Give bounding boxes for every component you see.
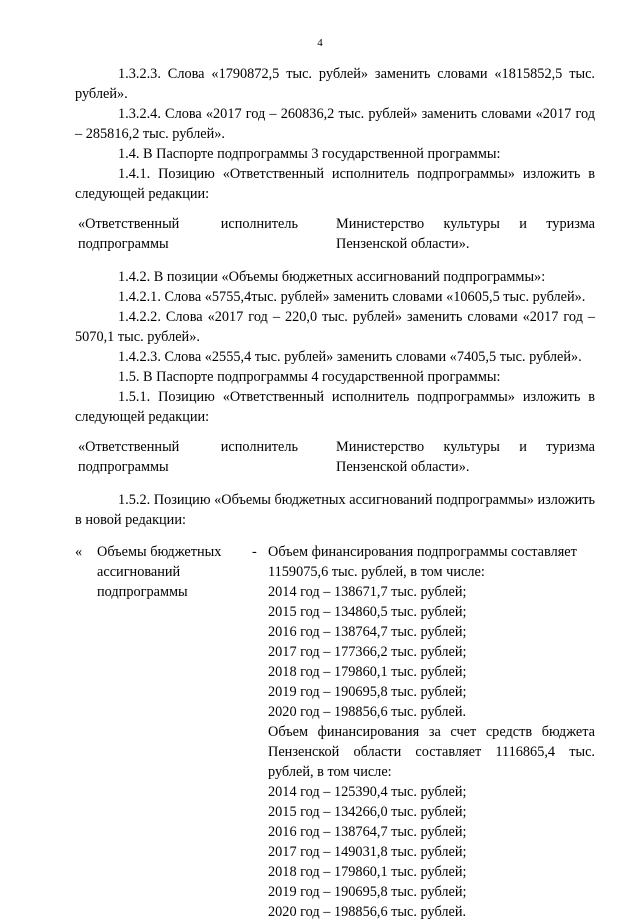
paragraph: 1.5.2. Позицию «Объемы бюджетных ассигнований подпрограммы» изложить в новой редакции: bbox=[75, 492, 595, 528]
opening-quote: « bbox=[75, 544, 83, 560]
paragraph: 1.4.2.1. Слова «5755,4тыс. рублей» заменить словами «10605,5 тыс. рублей». bbox=[118, 289, 586, 305]
paragraph: 1.4.2. В позиции «Объемы бюджетных ассигнований подпрограммы»: bbox=[118, 269, 546, 285]
funding-line: 2014 год – 138671,7 тыс. рублей; bbox=[268, 584, 467, 600]
table-left-cell: «Ответственный исполнитель подпрограммы bbox=[78, 216, 298, 252]
paragraph: 1.4. В Паспорте подпрограммы 3 государственной программы: bbox=[118, 146, 501, 162]
funding-line: 2020 год – 198856,6 тыс. рублей. bbox=[268, 904, 467, 920]
funding-line: 2016 год – 138764,7 тыс. рублей; bbox=[268, 624, 467, 640]
volumes-label: Объемы бюджетных ассигнований подпрограммы bbox=[97, 544, 222, 600]
table-right-cell: Министерство культуры и туризма Пензенской области». bbox=[336, 216, 595, 252]
volumes-text bbox=[268, 542, 595, 922]
paragraph: 1.4.2.3. Слова «2555,4 тыс. рублей» заменить словами «7405,5 тыс. рублей». bbox=[118, 349, 582, 365]
table-right-cell: Министерство культуры и туризма Пензенской области». bbox=[336, 439, 595, 475]
paragraph: 1.3.2.3. Слова «1790872,5 тыс. рублей» заменить словами «1815852,5 тыс. рублей». bbox=[75, 66, 595, 102]
page-number: 4 bbox=[317, 37, 323, 49]
paragraph: 1.5.1. Позицию «Ответственный исполнитель подпрограммы» изложить в следующей редакции: bbox=[75, 389, 595, 425]
separator-dash: - bbox=[252, 544, 257, 560]
responsible-executor-table-1 bbox=[75, 214, 595, 254]
funding-line: 2019 год – 190695,8 тыс. рублей; bbox=[268, 884, 467, 900]
paragraph: 1.4.2.2. Слова «2017 год – 220,0 тыс. рублей» заменить словами «2017 год – 5070,1 тыс. рублей». bbox=[75, 309, 595, 345]
funding-line: 2017 год – 149031,8 тыс. рублей; bbox=[268, 844, 467, 860]
funding-line: 2018 год – 179860,1 тыс. рублей; bbox=[268, 664, 467, 680]
paragraph: 1.5. В Паспорте подпрограммы 4 государственной программы: bbox=[118, 369, 501, 385]
paragraph: 1.4.1. Позицию «Ответственный исполнитель подпрограммы» изложить в следующей редакции: bbox=[75, 166, 595, 202]
responsible-executor-table-2 bbox=[75, 437, 595, 477]
funding-line: Объем финансирования подпрограммы составляет 1159075,6 тыс. рублей, в том числе: bbox=[268, 544, 577, 580]
funding-line: 2019 год – 190695,8 тыс. рублей; bbox=[268, 684, 467, 700]
funding-line: 2014 год – 125390,4 тыс. рублей; bbox=[268, 784, 467, 800]
funding-line: 2015 год – 134266,0 тыс. рублей; bbox=[268, 804, 467, 820]
funding-line: Объем финансирования за счет средств бюджета Пензенской области составляет 1116865,4 тыс. рублей, в том числе: bbox=[268, 724, 595, 780]
table-left-cell: «Ответственный исполнитель подпрограммы bbox=[78, 439, 298, 475]
budget-volumes-table bbox=[75, 542, 595, 922]
paragraph: 1.3.2.4. Слова «2017 год – 260836,2 тыс. рублей» заменить словами «2017 год – 285816,2 тыс. рублей». bbox=[75, 106, 595, 142]
funding-line: 2016 год – 138764,7 тыс. рублей; bbox=[268, 824, 467, 840]
funding-line: 2020 год – 198856,6 тыс. рублей. bbox=[268, 704, 467, 720]
funding-line: 2017 год – 177366,2 тыс. рублей; bbox=[268, 644, 467, 660]
funding-line: 2018 год – 179860,1 тыс. рублей; bbox=[268, 864, 467, 880]
funding-line: 2015 год – 134860,5 тыс. рублей; bbox=[268, 604, 467, 620]
document-body bbox=[75, 64, 595, 922]
